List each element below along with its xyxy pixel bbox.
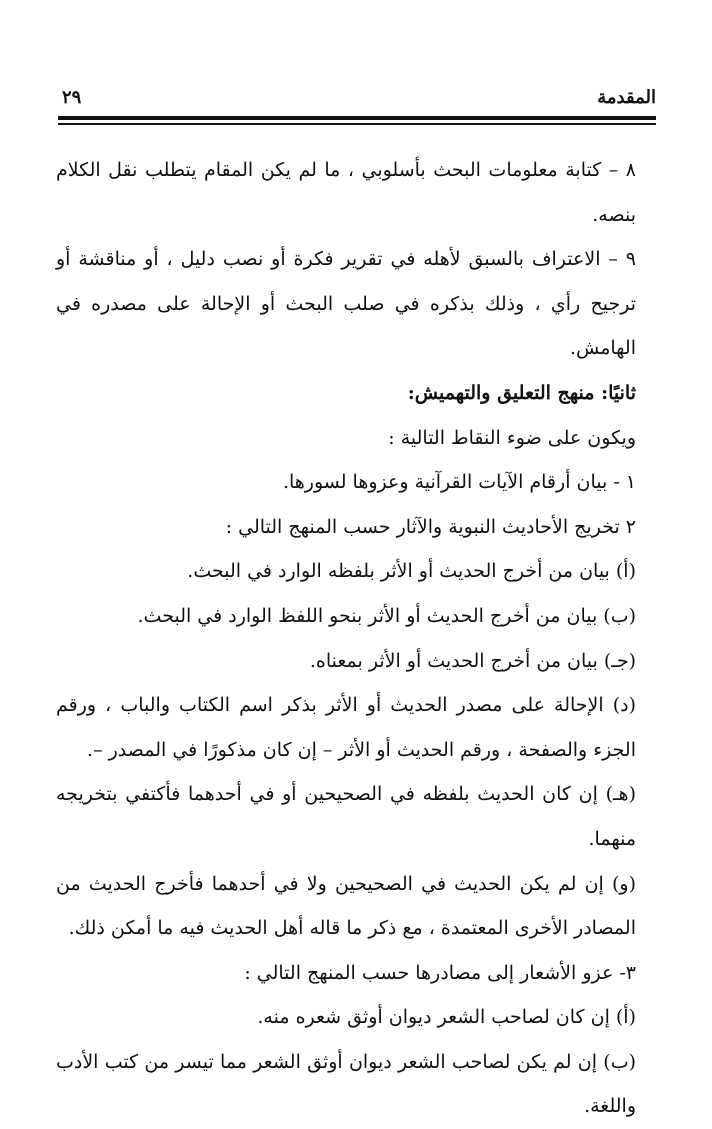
subitem-c: (جـ) بيان من أخرج الحديث أو الأثر بمعناه. bbox=[309, 649, 636, 672]
header-rule-thin bbox=[58, 123, 656, 125]
section-heading: ثانيًا: منهج التعليق والتهميش: bbox=[407, 381, 636, 404]
paragraph-item-3: ٣- عزو الأشعار إلى مصادرها حسب المنهج التالي : bbox=[244, 961, 636, 984]
page-number: ٢٩ bbox=[62, 87, 82, 108]
paragraph-item-9: ٩ – الاعتراف بالسبق لأهله في تقرير فكرة أو نصب دليل ، أو مناقشة أو ترجيح رأي ، وذلك بذكره في صلب البحث أو الإحالة على مصدره في الهامش. bbox=[56, 248, 636, 360]
poetry-subitem-a: (أ) إن كان لصاحب الشعر ديوان أوثق شعره منه. bbox=[257, 1006, 636, 1029]
subitem-f: (و) إن لم يكن الحديث في الصحيحين ولا في أحدهما فأخرج الحديث من المصادر الأخرى المعتمدة ، مع ذكر ما قاله أهل الحديث فيه ما أمكن ذلك. bbox=[56, 872, 636, 940]
poetry-subitem-b: (ب) إن لم يكن لصاحب الشعر ديوان أوثق الشعر مما تيسر من كتب الأدب واللغة. bbox=[56, 1050, 636, 1118]
subitem-a: (أ) بيان من أخرج الحديث أو الأثر بلفظه الوارد في البحث. bbox=[187, 560, 636, 583]
page-body bbox=[56, 148, 658, 1129]
subitem-e: (هـ) إن كان الحديث بلفظه في الصحيحين أو في أحدهما فأكتفي بتخريجه منهما. bbox=[56, 783, 636, 850]
paragraph-item-1: ١ - بيان أرقام الآيات القرآنية وعزوها لسورها. bbox=[282, 471, 636, 494]
paragraph-item-8: ٨ – كتابة معلومات البحث بأسلوبي ، ما لم يكن المقام يتطلب نقل الكلام بنصه. bbox=[56, 159, 636, 226]
chapter-title: المقدمة bbox=[597, 87, 656, 108]
running-header bbox=[58, 82, 656, 114]
paragraph-item-2: ٢ تخريج الأحاديث النبوية والآثار حسب المنهج التالي : bbox=[225, 515, 636, 538]
subitem-d: (د) الإحالة على مصدر الحديث أو الأثر بذكر اسم الكتاب والباب ، ورقم الجزء والصفحة ، ورقم الحديث أو الأثر – إن كان مذكورًا في المصدر –. bbox=[56, 694, 636, 761]
section-intro: ويكون على ضوء النقاط التالية : bbox=[388, 426, 636, 449]
header-rule-thick bbox=[58, 116, 656, 120]
subitem-b: (ب) بيان من أخرج الحديث أو الأثر بنحو اللفظ الوارد في البحث. bbox=[137, 604, 636, 627]
